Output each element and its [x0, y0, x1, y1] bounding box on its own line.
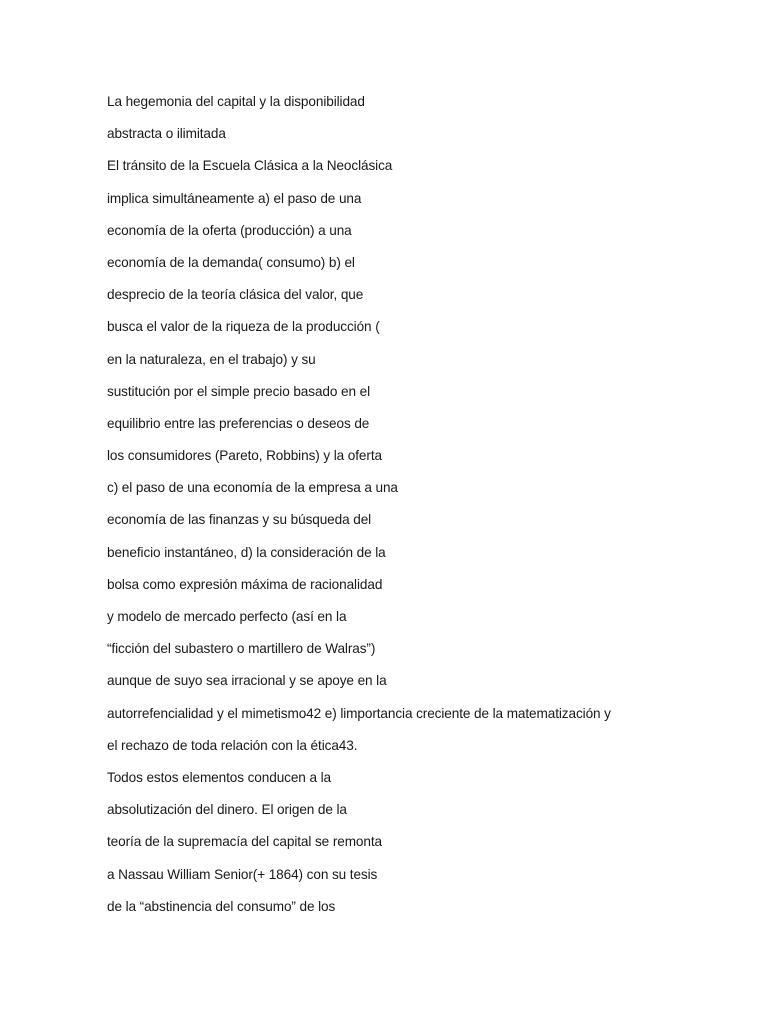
text-line: de la “abstinencia del consumo” de los [107, 898, 336, 914]
text-line: c) el paso de una economía de la empresa a una [107, 480, 398, 496]
text-line: el rechazo de toda relación con la ética43. [107, 737, 358, 753]
text-line: los consumidores (Pareto, Robbins) y la oferta [107, 448, 382, 464]
text-line: y modelo de mercado perfecto (así en la [107, 609, 347, 624]
text-line: equilibrio entre las preferencias o deseos de [107, 415, 370, 431]
text-line: Todos estos elementos conducen a la [107, 769, 331, 785]
text-line: sustitución por el simple precio basado en el [107, 383, 370, 399]
text-line: bolsa como expresión máxima de racionalidad [107, 576, 383, 592]
text-line: economía de la oferta (producción) a una [107, 222, 352, 238]
text-line: implica simultáneamente a) el paso de una [107, 190, 362, 206]
text-line: “ficción del subastero o martillero de Walras”) [107, 641, 376, 657]
text-line: absolutización del dinero. El origen de la [107, 802, 347, 818]
text-line: desprecio de la teoría clásica del valor, que [107, 287, 364, 303]
text-line: El tránsito de la Escuela Clásica a la Neoclásica [107, 158, 393, 174]
text-line: economía de la demanda( consumo) b) el [107, 254, 355, 270]
text-line: a Nassau William Senior(+ 1864) con su tesis [107, 866, 378, 882]
text-line: en la naturaleza, en el trabajo) y su [107, 351, 316, 367]
text-line: economía de las finanzas y su búsqueda del [107, 512, 372, 528]
text-line: busca el valor de la riqueza de la producción ( [107, 319, 380, 335]
text-line: autorrefencialidad y el mimetismo42 e) limportancia creciente de la matematización y [107, 705, 611, 721]
document-body [107, 89, 747, 926]
text-line: La hegemonia del capital y la disponibilidad [107, 94, 365, 109]
text-line: beneficio instantáneo, d) la consideración de la [107, 544, 386, 560]
text-line: abstracta o ilimitada [107, 126, 226, 142]
text-line: teoría de la supremacía del capital se remonta [107, 834, 382, 850]
text-line: aunque de suyo sea irracional y se apoye en la [107, 673, 387, 689]
